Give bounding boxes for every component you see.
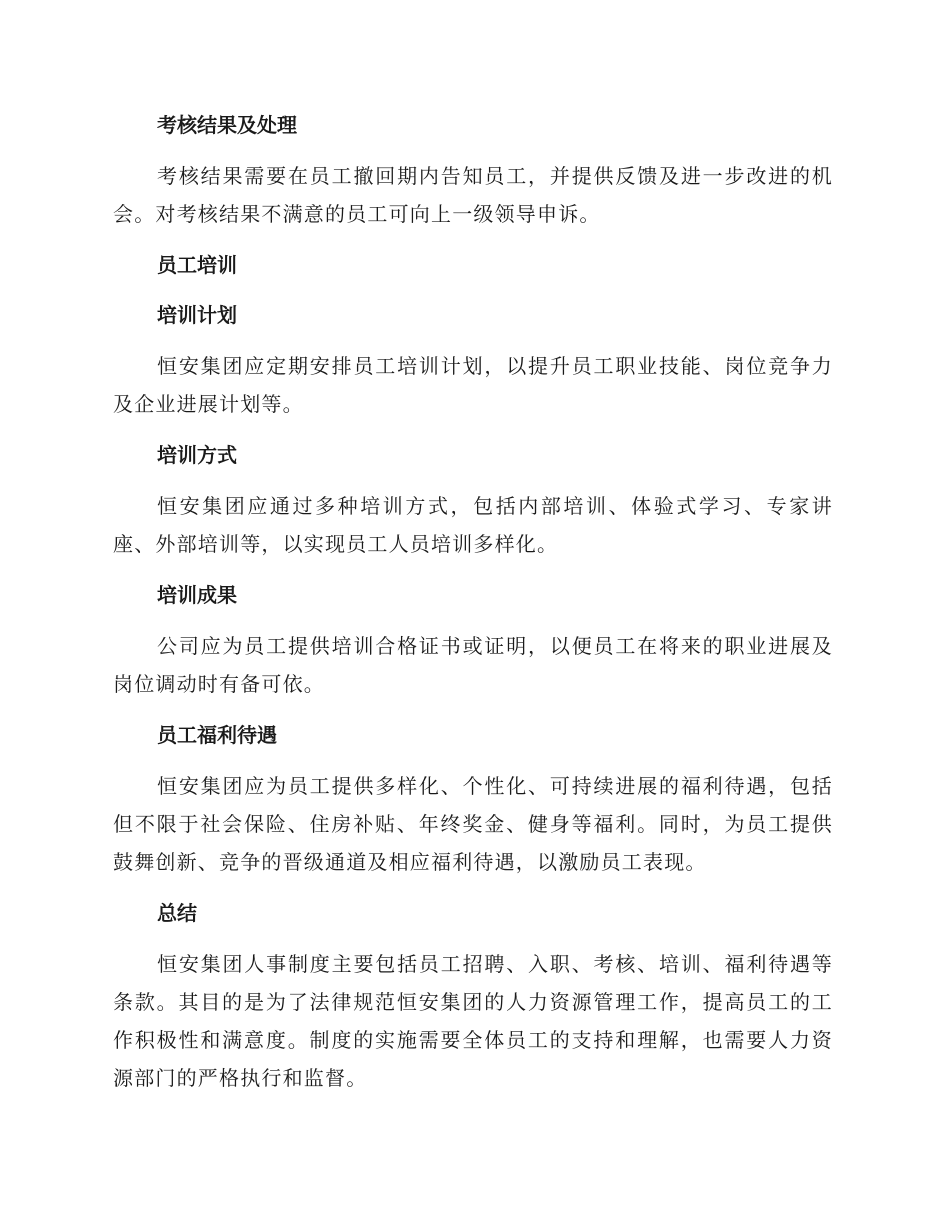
section-heading-employee-training: 员工培训 <box>157 253 237 277</box>
document-page <box>113 107 833 1111</box>
section-heading-assessment-results: 考核结果及处理 <box>157 113 297 137</box>
paragraph-training-methods: 恒安集团应通过多种培训方式，包括内部培训、体验式学习、专家讲座、外部培训等，以实现员工人员培训多样化。 <box>113 494 833 556</box>
section-heading-training-outcomes: 培训成果 <box>157 583 237 607</box>
paragraph-summary: 恒安集团人事制度主要包括员工招聘、入职、考核、培训、福利待遇等条款。其目的是为了法律规范恒安集团的人力资源管理工作，提高员工的工作积极性和满意度。制度的实施需要全体员工的支持和理解，也需要人力资源部门的严格执行和监督。 <box>113 952 833 1090</box>
paragraph-assessment-results: 考核结果需要在员工撤回期内告知员工，并提供反馈及进一步改进的机会。对考核结果不满意的员工可向上一级领导申诉。 <box>113 164 833 226</box>
section-heading-summary: 总结 <box>157 901 197 925</box>
section-heading-training-methods: 培训方式 <box>157 443 237 467</box>
paragraph-training-plan: 恒安集团应定期安排员工培训计划，以提升员工职业技能、岗位竞争力及企业进展计划等。 <box>113 354 833 416</box>
paragraph-training-outcomes: 公司应为员工提供培训合格证书或证明，以便员工在将来的职业进展及岗位调动时有备可依。 <box>113 634 833 696</box>
section-heading-employee-benefits: 员工福利待遇 <box>157 723 277 747</box>
paragraph-employee-benefits: 恒安集团应为员工提供多样化、个性化、可持续进展的福利待遇，包括但不限于社会保险、住房补贴、年终奖金、健身等福利。同时，为员工提供鼓舞创新、竞争的晋级通道及相应福利待遇，以激励员工表现。 <box>113 774 833 874</box>
section-heading-training-plan: 培训计划 <box>157 303 237 327</box>
